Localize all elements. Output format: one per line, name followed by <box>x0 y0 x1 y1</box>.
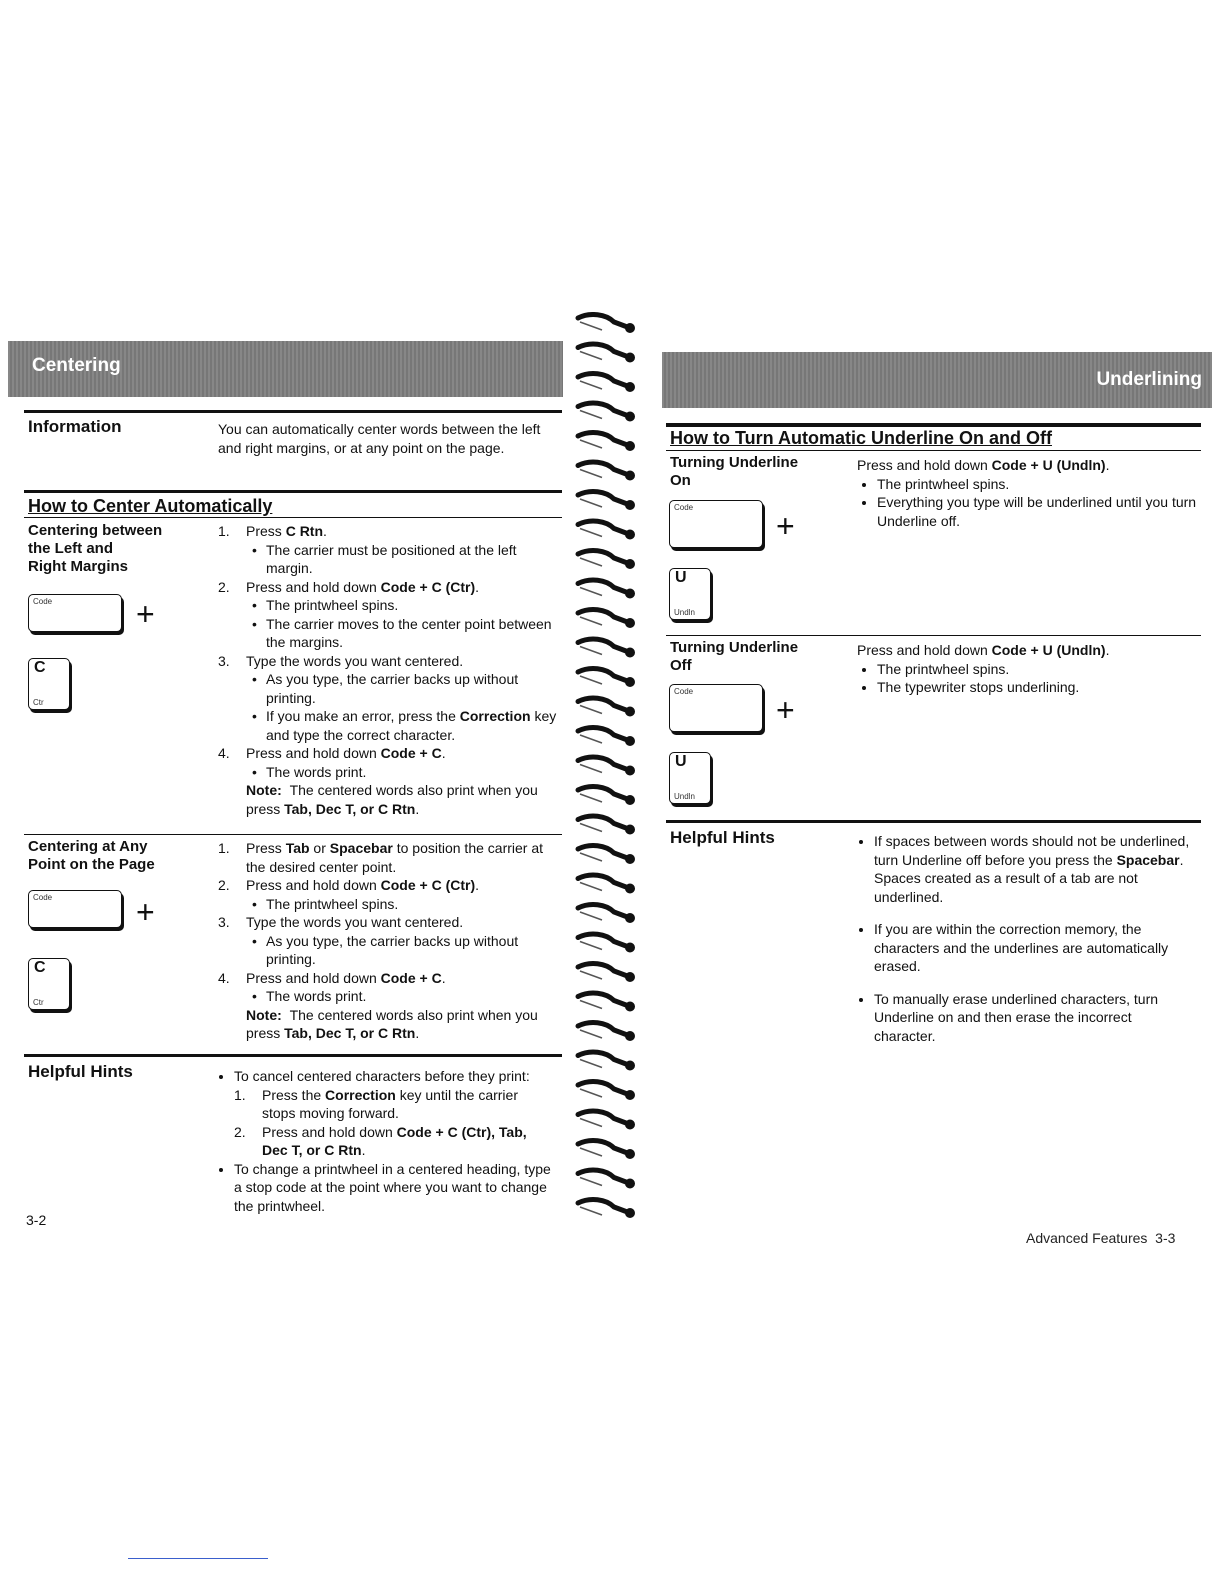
instr-key: Code + U (Undln) <box>991 457 1106 473</box>
spiral-hole <box>625 1090 635 1100</box>
right-hints-rule <box>666 820 1201 823</box>
hints-rule <box>24 1054 562 1057</box>
right-footer: Advanced Features 3-3 <box>1026 1230 1176 1246</box>
right-hints-list <box>848 832 1193 1045</box>
spiral-coil <box>578 462 630 475</box>
spiral-highlight <box>580 647 602 655</box>
instr-end: . <box>1105 457 1110 473</box>
instr-text: Press and hold down <box>857 457 992 473</box>
spiral-highlight <box>580 735 602 743</box>
spiral-highlight <box>580 1001 602 1009</box>
code-key-cap: Code <box>674 687 694 696</box>
underline-off-bullet: • The typewriter stops underlining. <box>877 678 1197 697</box>
step-num: 2. <box>218 877 230 893</box>
hint-bullet <box>234 1067 551 1160</box>
hint-bullet: • To change a printwheel in a centered heading, type a stop code at the point where you want to change the printwheel. <box>234 1160 551 1216</box>
spiral-hole <box>625 441 635 451</box>
step-bullet: • The words print. <box>266 987 563 1006</box>
c-key-sub: Ctr <box>33 698 44 707</box>
any-point-title: Centering at Any Point on the Page <box>28 838 155 873</box>
spiral-coil <box>578 669 630 682</box>
code-key-cap: Code <box>33 893 53 902</box>
spacer <box>874 906 1193 920</box>
step-key: Code + C <box>380 745 442 761</box>
spiral-highlight <box>580 1030 602 1038</box>
spiral-coil <box>578 521 630 534</box>
sub-num: 1. <box>234 1086 246 1103</box>
step-bullet: • The printwheel spins. <box>266 596 563 615</box>
spiral-coils <box>578 315 635 1218</box>
underline-off-text <box>857 641 1197 697</box>
step-1 <box>218 522 563 578</box>
spiral-coil <box>578 433 630 446</box>
hint-sub-text: key until the carrier stops moving forward. <box>262 1086 518 1121</box>
spiral-highlight <box>580 499 602 507</box>
spiral-coil <box>578 728 630 741</box>
spiral-coil <box>578 1141 630 1154</box>
spiral-hole <box>625 707 635 717</box>
underline-on-bullet: • Everything you type will be underlined until you turn Underline off. <box>877 493 1197 530</box>
spiral-hole <box>625 766 635 776</box>
spiral-coil <box>578 787 630 800</box>
instr-text: Press and hold down <box>857 642 992 658</box>
spacebar-key: Spacebar <box>1116 851 1180 868</box>
step-text: Press and hold down <box>246 578 381 595</box>
plus-sign: + <box>776 692 795 728</box>
code-key-icon <box>28 890 122 928</box>
spiral-highlight <box>580 470 602 478</box>
step-end: . <box>323 523 327 539</box>
code-key-icon <box>669 684 763 732</box>
spiral-coil <box>578 1052 630 1065</box>
step-key: Code + C (Ctr) <box>380 877 476 893</box>
c-ctr-key-icon <box>28 958 70 1010</box>
underline-on-instr <box>857 456 1197 475</box>
spiral-hole <box>625 382 635 392</box>
spiral-hole <box>625 353 635 363</box>
information-text: You can automatically center words between the left and right margins, or at any point on the page. <box>218 421 541 456</box>
hint-text: . Spaces created as a result of a tab are not underlined. <box>874 851 1184 905</box>
spiral-coil <box>578 964 630 977</box>
spiral-highlight <box>580 352 602 360</box>
underline-on-bullet: • The printwheel spins. <box>877 475 1197 494</box>
spiral-coil <box>578 816 630 829</box>
step-end: . <box>441 745 446 761</box>
spiral-hole <box>625 323 635 333</box>
c-key-letter: C <box>34 959 46 976</box>
step-bullet: • As you type, the carrier backs up without printing. <box>266 670 563 707</box>
step-text: or <box>309 840 330 856</box>
plus-sign: + <box>136 596 155 632</box>
spiral-highlight <box>580 411 602 419</box>
error-key: Correction <box>459 708 531 724</box>
step-text: to position the carrier at the desired center point. <box>246 840 544 875</box>
hint-sub-2 <box>234 1123 551 1160</box>
step-bullet-error <box>266 707 563 744</box>
hint-sub-text: Press and hold down <box>262 1123 397 1140</box>
right-hint-bullet: • To manually erase underlined characters, turn Underline on and then erase the incorrect character. <box>874 990 1193 1046</box>
underlining-banner-title: Underlining <box>1096 369 1202 390</box>
spiral-highlight <box>580 381 602 389</box>
spiral-hole <box>625 412 635 422</box>
sub-num: 2. <box>234 1123 246 1140</box>
note-text: The centered words also print when you press <box>246 782 538 817</box>
step-num: 1. <box>218 523 230 539</box>
spiral-highlight <box>580 1148 602 1156</box>
spiral-coil <box>578 1023 630 1036</box>
note-label: Note: <box>246 1006 282 1023</box>
u-key-letter: U <box>675 753 687 770</box>
step-3 <box>218 913 563 969</box>
hint-keys: Code + C (Ctr), Tab, Dec T, or C Rtn <box>262 1123 527 1158</box>
centering-banner <box>8 341 563 397</box>
spiral-hole <box>625 1149 635 1159</box>
underline-off-rule <box>666 635 1201 636</box>
spiral-coil <box>578 551 630 564</box>
code-key-cap: Code <box>674 503 694 512</box>
spiral-coil <box>578 875 630 888</box>
spiral-hole <box>625 943 635 953</box>
note-end: . <box>415 800 420 817</box>
spiral-hole <box>625 589 635 599</box>
u-key-sub: Undln <box>674 792 695 801</box>
spiral-highlight <box>580 794 602 802</box>
step-num: 1. <box>218 840 230 856</box>
spiral-coil <box>578 757 630 770</box>
between-margins-title: Centering between the Left and Right Margins <box>28 522 163 575</box>
information-rule <box>24 410 562 413</box>
spiral-coil <box>578 374 630 387</box>
underline-section-underline <box>666 450 1201 451</box>
any-point-steps <box>218 839 563 1043</box>
step-bullet: • The words print. <box>266 763 563 782</box>
underline-section-title: How to Turn Automatic Underline On and Off <box>670 428 1052 448</box>
step-2 <box>218 578 563 652</box>
center-section-underline <box>24 517 562 518</box>
spiral-coil <box>578 1200 630 1213</box>
spacebar-key: Spacebar <box>329 840 393 856</box>
plus-sign: + <box>776 508 795 544</box>
step-bullet: • As you type, the carrier backs up without printing. <box>266 932 563 969</box>
spiral-coil <box>578 344 630 357</box>
plus-sign: + <box>136 894 155 930</box>
right-hints-label: Helpful Hints <box>670 828 775 847</box>
step-text: Type the words you want centered. <box>246 652 464 669</box>
spiral-hole <box>625 471 635 481</box>
spiral-highlight <box>580 1119 602 1127</box>
spiral-coil <box>578 698 630 711</box>
underline-off-instr <box>857 641 1197 660</box>
information-label: Information <box>28 417 122 436</box>
step-text: Press <box>246 840 286 856</box>
spiral-coil <box>578 934 630 947</box>
spiral-highlight <box>580 617 602 625</box>
step-text: Press and hold down <box>246 969 381 986</box>
step-key: C Rtn <box>285 523 324 539</box>
c-key-sub: Ctr <box>33 998 44 1007</box>
code-key-icon <box>28 594 122 632</box>
underline-off-title: Turning Underline Off <box>670 639 799 674</box>
spiral-coil <box>578 492 630 505</box>
note-end: . <box>415 1025 420 1041</box>
step-text: Press and hold down <box>246 745 381 761</box>
step-num: 4. <box>218 969 230 986</box>
spiral-highlight <box>580 529 602 537</box>
error-text: If you make an error, press the <box>266 708 460 724</box>
spiral-hole <box>625 913 635 923</box>
c-ctr-key-icon <box>28 658 70 710</box>
spiral-coil <box>578 905 630 918</box>
center-section-rule <box>24 490 562 493</box>
spiral-highlight <box>580 971 602 979</box>
underline-on-title: Turning Underline On <box>670 454 799 489</box>
page-number-left: 3-2 <box>26 1212 47 1228</box>
spiral-highlight <box>580 588 602 596</box>
note-text: The centered words also print when you press <box>246 1006 538 1041</box>
hint-sub-text: Press the <box>262 1086 326 1103</box>
hints-label: Helpful Hints <box>28 1062 133 1081</box>
step-bullet: • The carrier must be positioned at the left margin. <box>266 541 563 578</box>
step-3 <box>218 652 563 745</box>
underline-section-rule <box>666 423 1201 427</box>
spiral-hole <box>625 795 635 805</box>
code-key-icon <box>669 500 763 548</box>
instr-key: Code + U (Undln) <box>991 642 1106 658</box>
note-keys: Tab, Dec T, or C Rtn <box>284 1025 416 1041</box>
spiral-highlight <box>580 853 602 861</box>
spiral-highlight <box>580 322 602 330</box>
spiral-highlight <box>580 942 602 950</box>
step-text: Press and hold down <box>246 877 381 893</box>
spacer <box>874 976 1193 990</box>
step-bullet: • The printwheel spins. <box>266 895 563 914</box>
spiral-hole <box>625 559 635 569</box>
note <box>246 1006 563 1043</box>
spiral-highlight <box>580 883 602 891</box>
spiral-hole <box>625 530 635 540</box>
u-undln-key-icon <box>669 752 711 804</box>
code-key-cap: Code <box>33 597 53 606</box>
spiral-highlight <box>580 1089 602 1097</box>
step-4 <box>218 744 563 818</box>
spiral-hole <box>625 1208 635 1218</box>
spiral-hole <box>625 1061 635 1071</box>
spiral-coil <box>578 315 630 328</box>
spiral-highlight <box>580 765 602 773</box>
step-key: Code + C (Ctr) <box>380 578 476 595</box>
step-key: Code + C <box>380 969 442 986</box>
spiral-hole <box>625 972 635 982</box>
center-section-title: How to Center Automatically <box>28 496 273 516</box>
step-num: 3. <box>218 914 230 930</box>
spiral-hole <box>625 1179 635 1189</box>
spiral-highlight <box>580 558 602 566</box>
spiral-hole <box>625 854 635 864</box>
spiral-highlight <box>580 1178 602 1186</box>
spiral-highlight <box>580 706 602 714</box>
spiral-coil <box>578 1082 630 1095</box>
right-hint-bullet <box>874 832 1193 906</box>
spiral-hole <box>625 648 635 658</box>
spiral-highlight <box>580 1207 602 1215</box>
spiral-coil <box>578 846 630 859</box>
step-4: 4. Press and hold down Code + C. • The words print. Note: The centered words also print when you press Tab, Dec T, or C Rtn. <box>246 969 563 1043</box>
centering-banner-title: Centering <box>32 355 121 376</box>
spiral-hole <box>625 677 635 687</box>
tab-key: Tab <box>285 840 310 856</box>
right-hint-bullet: • If you are within the correction memory, the characters and the underlines are automatically erased. <box>874 920 1193 976</box>
step-text: Press <box>246 523 286 539</box>
spiral-coil <box>578 993 630 1006</box>
spiral-hole <box>625 500 635 510</box>
spiral-coil <box>578 610 630 623</box>
correction-key: Correction <box>325 1086 396 1103</box>
spiral-hole <box>625 825 635 835</box>
instr-end: . <box>1105 642 1110 658</box>
spiral-coil <box>578 1170 630 1183</box>
step-num: 3. <box>218 652 230 669</box>
spiral-coil <box>578 639 630 652</box>
spiral-highlight <box>580 1060 602 1068</box>
any-point-rule <box>24 834 562 835</box>
spiral-hole <box>625 618 635 628</box>
u-key-sub: Undln <box>674 608 695 617</box>
spiral-hole <box>625 1031 635 1041</box>
hint-text: To cancel centered characters before they print: <box>234 1068 530 1084</box>
underlining-banner <box>662 352 1212 408</box>
u-key-letter: U <box>675 569 687 586</box>
hint-sub-text: . <box>361 1142 366 1158</box>
spiral-hole <box>625 1002 635 1012</box>
step-text: Type the words you want centered. <box>246 914 464 930</box>
step-num: 2. <box>218 578 230 595</box>
spiral-highlight <box>580 440 602 448</box>
between-margins-steps <box>218 522 563 818</box>
c-key-letter: C <box>34 659 46 676</box>
spiral-binding <box>570 312 640 1242</box>
spiral-coil <box>578 403 630 416</box>
step-end: . <box>475 578 480 595</box>
hint-text: If spaces between words should not be underlined, turn Underline off before you press the <box>874 833 1190 868</box>
step-num: 4. <box>218 745 230 761</box>
spiral-highlight <box>580 676 602 684</box>
spiral-highlight <box>580 912 602 920</box>
underline-on-text <box>857 456 1197 530</box>
bottom-blue-line <box>128 1558 268 1559</box>
step-1 <box>218 839 563 876</box>
note-keys: Tab, Dec T, or C Rtn <box>284 800 416 817</box>
error-end: key and type the correct character. <box>266 708 557 743</box>
step-bullet: • The carrier moves to the center point between the margins. <box>266 615 563 652</box>
note <box>246 781 563 818</box>
spiral-hole <box>625 736 635 746</box>
hint-sub-1 <box>234 1086 551 1123</box>
spiral-hole <box>625 884 635 894</box>
spiral-coil <box>578 580 630 593</box>
hints-list <box>206 1067 551 1215</box>
note-label: Note: <box>246 782 282 798</box>
step-2: 2. Press and hold down Code + C (Ctr). • The printwheel spins. <box>246 876 563 913</box>
underline-off-bullet: • The printwheel spins. <box>877 660 1197 679</box>
spiral-hole <box>625 1120 635 1130</box>
spiral-coil <box>578 1111 630 1124</box>
spiral-highlight <box>580 824 602 832</box>
u-undln-key-icon <box>669 568 711 620</box>
